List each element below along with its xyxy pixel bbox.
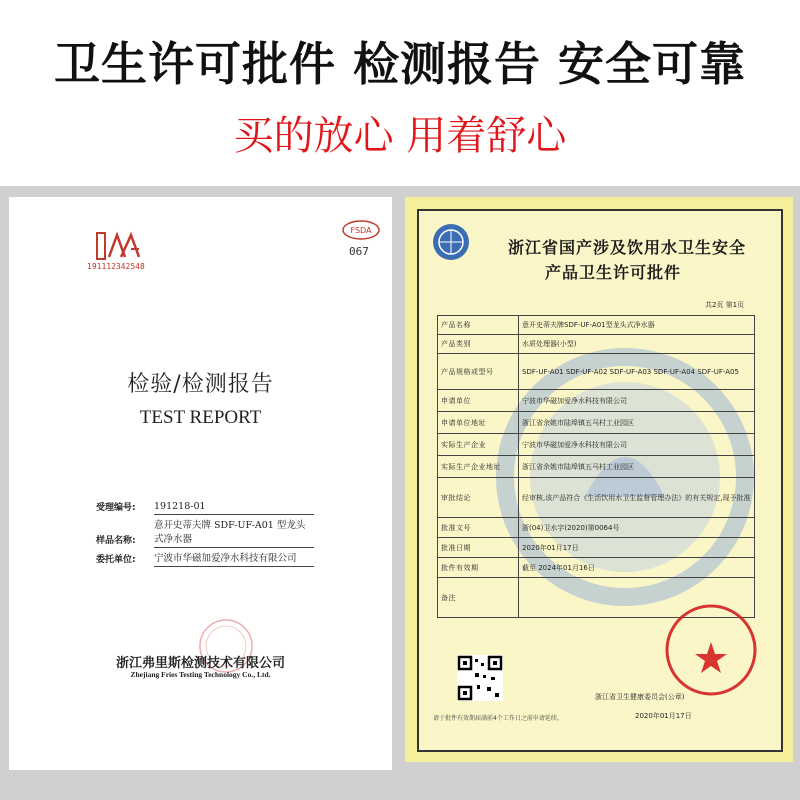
- test-report-document: [9, 197, 392, 770]
- page-note: 共2页 第1页: [705, 301, 745, 309]
- report-fields: [96, 500, 326, 567]
- table-row: [438, 518, 755, 538]
- row-label: 实际生产企业地址: [438, 456, 519, 478]
- table-row: [438, 538, 755, 558]
- row-value: SDF-UF-A01 SDF-UF-A02 SDF-UF-A03 SDF-UF-A04 SDF-UF-A05: [519, 354, 755, 390]
- row-value: 意开史蒂夫牌SDF-UF-A01型龙头式净水器: [519, 316, 755, 335]
- row-value: 水质处理器(小型): [519, 335, 755, 354]
- issue-date: 2020年01月17日: [635, 712, 692, 720]
- table-row: [438, 390, 755, 412]
- table-row: [438, 558, 755, 578]
- row-value: 2020年01月17日: [519, 538, 755, 558]
- row-label: 备注: [438, 578, 519, 618]
- un-emblem-icon: [431, 222, 471, 262]
- table-row: [438, 354, 755, 390]
- row-label: 产品类别: [438, 335, 519, 354]
- headline: 卫生许可批件 检测报告 安全可靠: [53, 37, 747, 91]
- row-label: 审批结论: [438, 478, 519, 518]
- field-value: 意开史蒂夫牌 SDF-UF-A01 型龙头式净水器: [154, 519, 314, 548]
- lab-name: 浙江弗里斯检测技术有限公司: [115, 656, 285, 671]
- row-label: 产品名称: [438, 316, 519, 335]
- row-label: 申请单位: [438, 390, 519, 412]
- row-label: 批准日期: [438, 538, 519, 558]
- table-row: [438, 456, 755, 478]
- row-value: 经审核,该产品符合《生活饮用水卫生监督管理办法》的有关规定,现予批准: [519, 478, 755, 518]
- certificate-title-line1: 浙江省国产涉及饮用水卫生安全: [507, 238, 746, 257]
- row-value: 宁波市华磁加爱净水科技有限公司: [519, 434, 755, 456]
- report-title-en: TEST REPORT: [139, 407, 262, 428]
- cma-number: 191112342548: [87, 262, 145, 271]
- cma-logo-icon: [91, 227, 151, 265]
- fsda-logo-icon: [341, 219, 381, 241]
- table-row: [438, 412, 755, 434]
- row-label: 批件有效期: [438, 558, 519, 578]
- row-label: 申请单位地址: [438, 412, 519, 434]
- row-value: 截至 2024年01月16日: [519, 558, 755, 578]
- row-label: 实际生产企业: [438, 434, 519, 456]
- row-value: 浙江省余姚市陆埠镇五马村工业园区: [519, 456, 755, 478]
- field-label: 样品名称:: [96, 536, 136, 546]
- fsda-text: FSDA: [350, 226, 372, 235]
- field-value: 宁波市华磁加爱净水科技有限公司: [154, 552, 314, 567]
- row-value: 浙江省余姚市陆埠镇五马村工业园区: [519, 412, 755, 434]
- row-value: 宁波市华磁加爱净水科技有限公司: [519, 390, 755, 412]
- row-label: 批准文号: [438, 518, 519, 538]
- row-value: 浙(04)卫水字(2020)第0064号: [519, 518, 755, 538]
- field-row-sample-name: [96, 519, 326, 548]
- field-label: 受理编号:: [96, 503, 136, 513]
- table-row: [438, 335, 755, 354]
- field-label: 委托单位:: [96, 555, 136, 565]
- qr-code-icon: [457, 655, 503, 701]
- issuer: 浙江省卫生健康委员会(公章): [595, 693, 685, 701]
- table-row: [438, 478, 755, 518]
- field-row-accept-no: [96, 500, 326, 515]
- field-value: 191218-01: [154, 500, 314, 515]
- subline: 买的放心 用着舒心: [233, 113, 567, 159]
- table-row: [438, 316, 755, 335]
- table-row: [438, 434, 755, 456]
- report-title-cn: 检验/检测报告: [127, 372, 274, 397]
- row-label: 产品规格或型号: [438, 354, 519, 390]
- field-row-client: [96, 552, 326, 567]
- page-number: 067: [349, 245, 369, 258]
- lab-name-en: Zhejiang Fries Testing Technology Co., Ltd.: [130, 670, 271, 679]
- official-red-seal-icon: [663, 602, 759, 698]
- hygiene-license-certificate: [405, 197, 793, 762]
- certificate-table: [437, 315, 755, 618]
- certificate-title-line2: 产品卫生许可批件: [544, 263, 681, 282]
- footer-note: 请于批件有效期届满前4个工作日之前申请延续。: [433, 715, 563, 722]
